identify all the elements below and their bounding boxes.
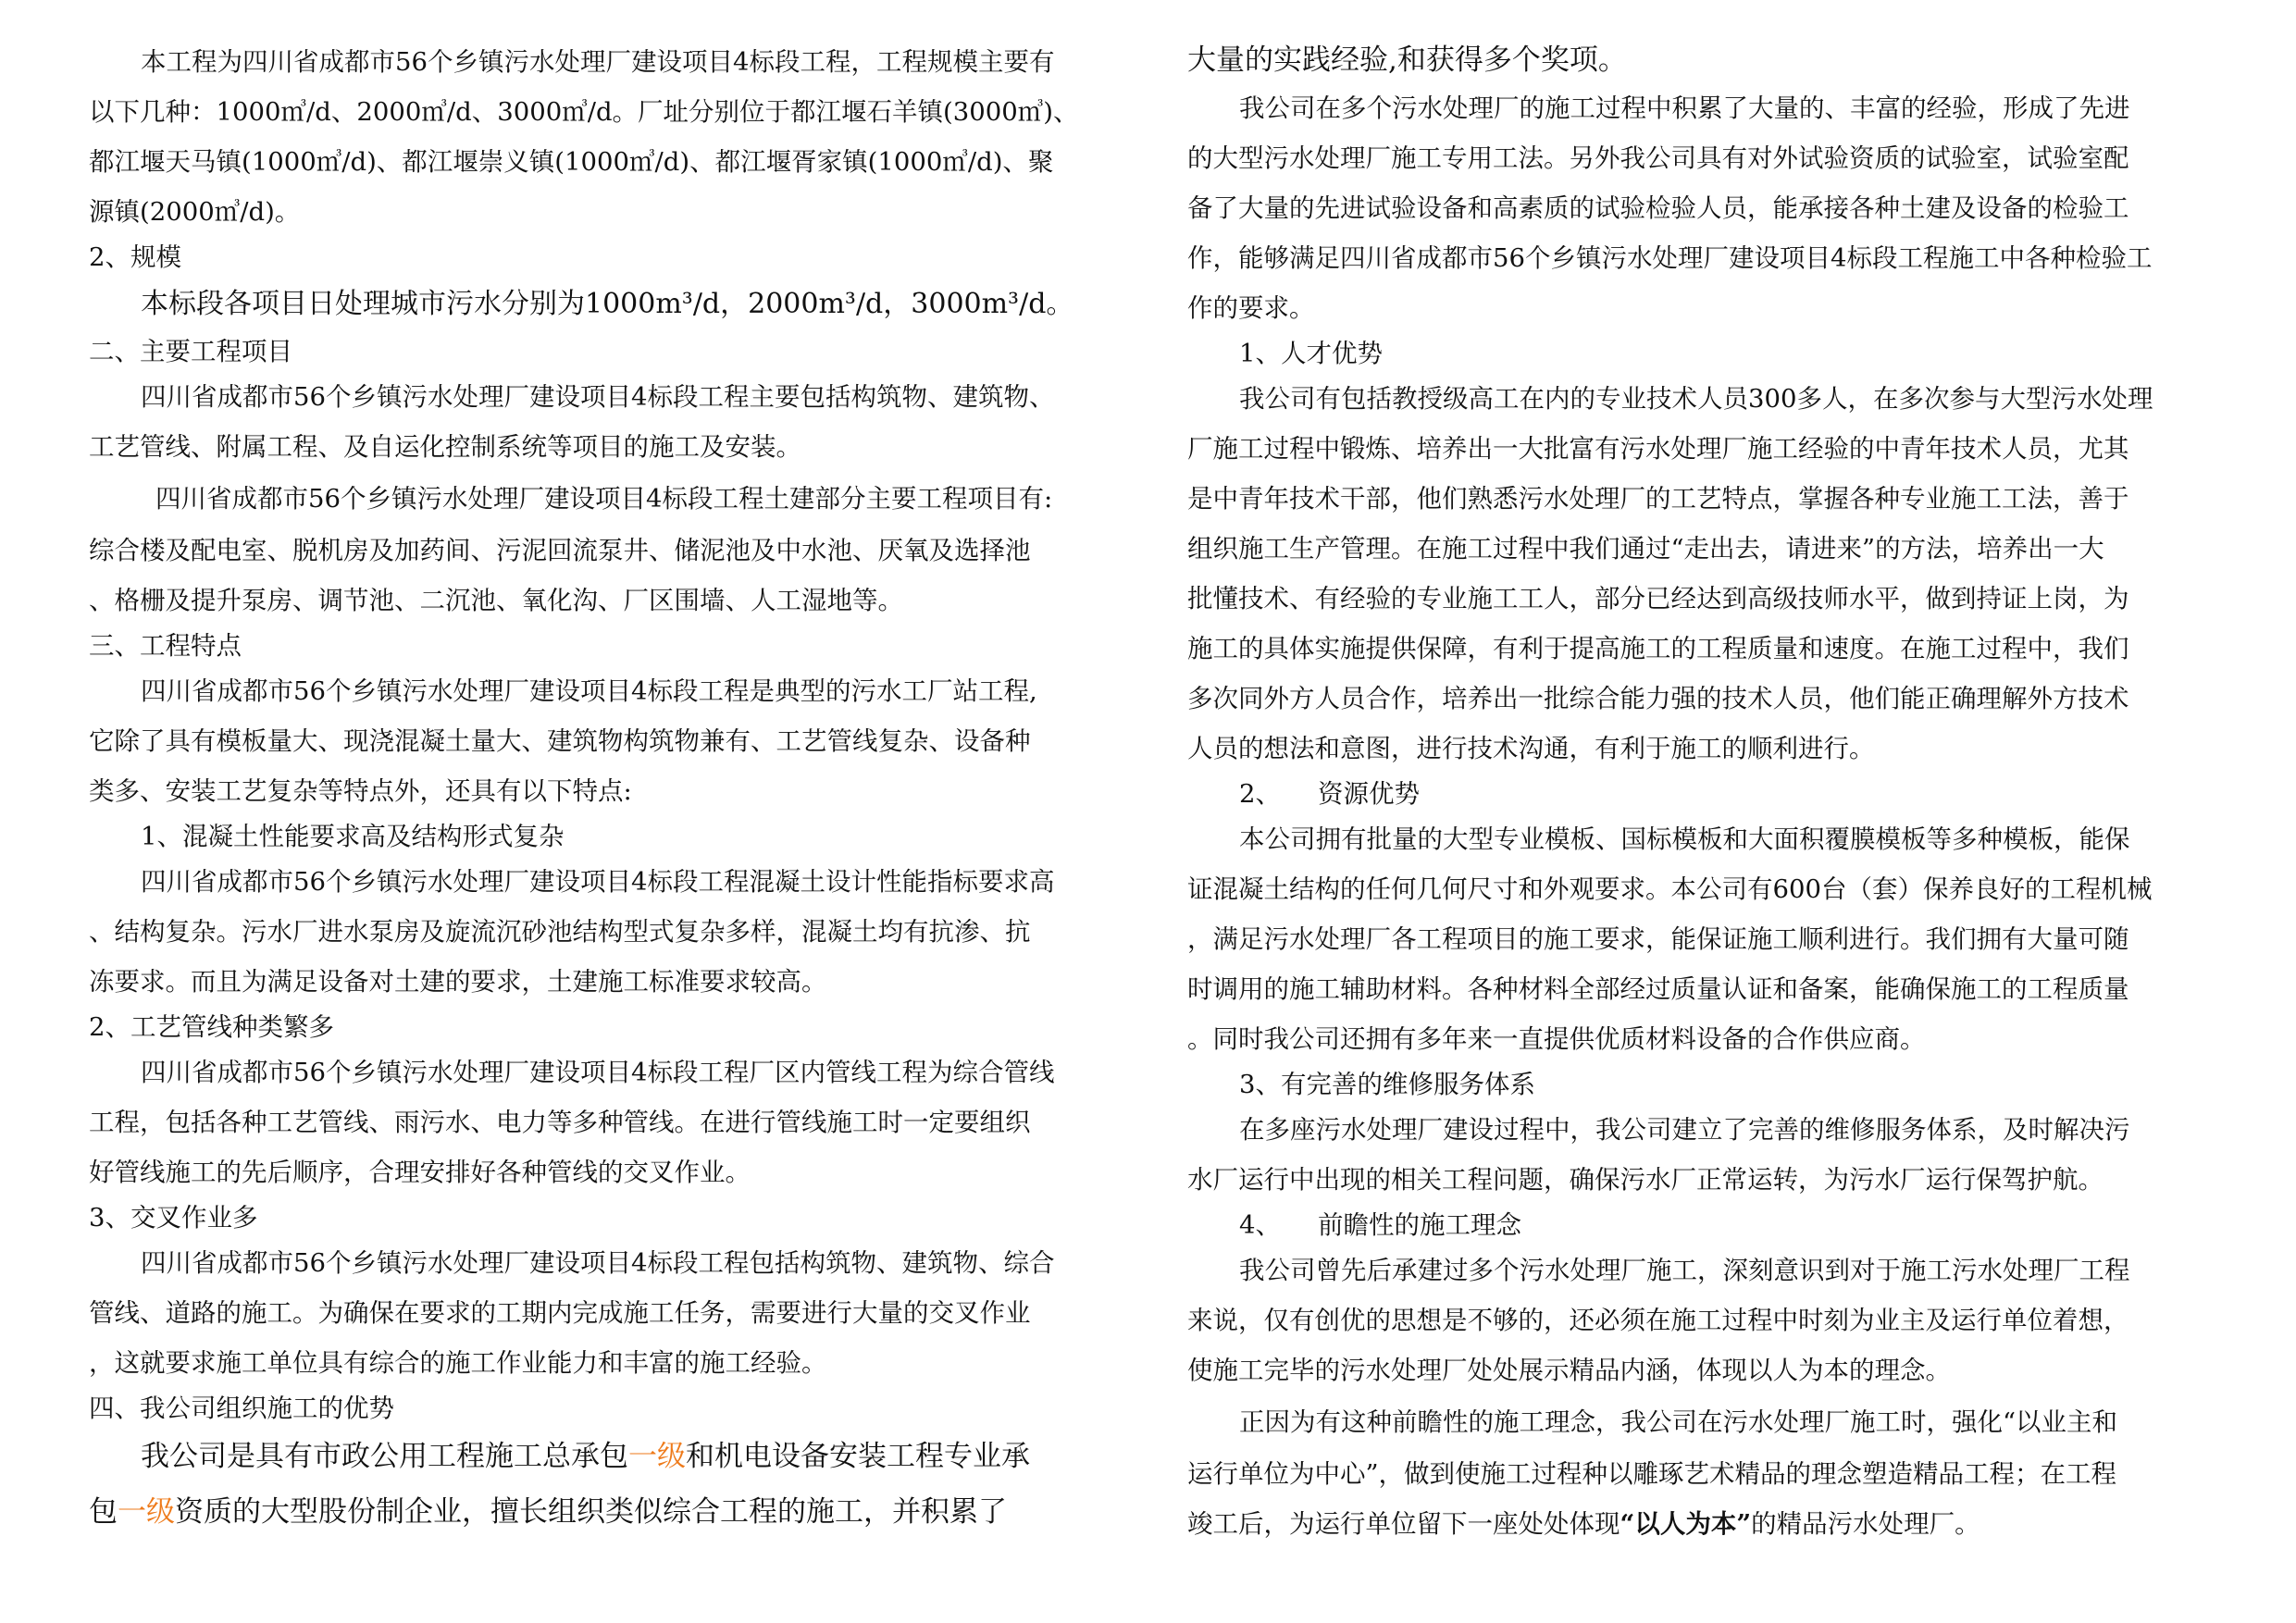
heading-number: 2、 xyxy=(1239,779,1281,809)
text-line: 厂施工过程中锻炼、培养出一大批富有污水处理厂施工经验的中青年技术人员，尤其 xyxy=(1187,434,2129,464)
text-run: 我公司是具有市政公用工程施工总承包 xyxy=(141,1440,628,1473)
subsection-heading: 1、混凝土性能要求高及结构形式复杂 xyxy=(141,822,565,851)
text-line: 四川省成都市56个乡镇污水处理厂建设项目4标段工程厂区内管线工程为综合管线 xyxy=(141,1058,1055,1087)
text-line: 四川省成都市56个乡镇污水处理厂建设项目4标段工程混凝土设计性能指标要求高 xyxy=(141,867,1055,897)
text-line: 类多、安装工艺复杂等特点外，还具有以下特点: xyxy=(89,776,632,806)
subsection-heading: 1、人才优势 xyxy=(1239,339,1383,368)
text-line: 本标段各项目日处理城市污水分别为1000m³/d，2000m³/d，3000m³/d。 xyxy=(141,288,1074,320)
text-run: 竣工后，为运行单位留下一座处处体现 xyxy=(1187,1509,1620,1539)
text-line: 工程，包括各种工艺管线、雨污水、电力等多种管线。在进行管线施工时一定要组织 xyxy=(89,1108,1031,1137)
text-line: 作的要求。 xyxy=(1187,293,1315,323)
text-line: 组织施工生产管理。在施工过程中我们通过“走出去，请进来”的方法，培养出一大 xyxy=(1187,534,2104,564)
section-heading: 三、工程特点 xyxy=(89,631,242,661)
text-line: 工艺管线、附属工程、及自运化控制系统等项目的施工及安装。 xyxy=(89,432,801,462)
highlighted-text: 一级 xyxy=(118,1495,175,1529)
highlighted-text: 一级 xyxy=(628,1440,686,1473)
subsection-heading xyxy=(1187,774,2215,814)
text-line: ，这就要求施工单位具有综合的施工作业能力和丰富的施工经验。 xyxy=(89,1348,827,1378)
text-line: 使施工完毕的污水处理厂处处展示精品内涵，体现以人为本的理念。 xyxy=(1187,1356,1951,1385)
text-line: 时调用的施工辅助材料。各种材料全部经过质量认证和备案，能确保施工的工程质量 xyxy=(1187,974,2129,1004)
text-line: 我公司有包括教授级高工在内的专业技术人员300多人，在多次参与大型污水处理 xyxy=(1239,384,2153,414)
text-line: 我公司在多个污水处理厂的施工过程中积累了大量的、丰富的经验，形成了先进 xyxy=(1239,93,2130,123)
right-column xyxy=(1187,37,2215,1549)
text-line: 以下几种：1000㎥/d、2000㎥/d、3000㎥/d。厂址分别位于都江堰石羊镇(3000㎥)、 xyxy=(89,97,1079,127)
heading-text: 前瞻性的施工理念 xyxy=(1318,1210,1521,1240)
subsection-heading xyxy=(1187,1205,2215,1245)
text-line: 水厂运行中出现的相关工程问题，确保污水厂正常运转，为污水厂运行保驾护航。 xyxy=(1187,1165,2104,1195)
text-line: 作，能够满足四川省成都市56个乡镇污水处理厂建设项目4标段工程施工中各种检验工 xyxy=(1187,243,2153,273)
text-line: 、格栅及提升泵房、调节池、二沉池、氧化沟、厂区围墙、人工湿地等。 xyxy=(89,586,903,615)
text-line: 大量的实践经验,和获得多个奖项。 xyxy=(1187,43,1627,77)
text-line: 我公司曾先后承建过多个污水处理厂施工，深刻意识到对于施工污水处理厂工程 xyxy=(1239,1256,2130,1285)
text-line: 源镇(2000㎥/d)。 xyxy=(89,197,301,227)
text-line: 是中青年技术干部，他们熟悉污水处理厂的工艺特点，掌握各种专业施工工法，善于 xyxy=(1187,484,2129,514)
text-line: 在多座污水处理厂建设过程中，我公司建立了完善的维修服务体系，及时解决污 xyxy=(1239,1115,2130,1145)
text-line: 四川省成都市56个乡镇污水处理厂建设项目4标段工程是典型的污水工厂站工程, xyxy=(141,676,1037,706)
text-line xyxy=(89,1429,1125,1484)
left-column xyxy=(89,37,1125,1540)
text-line: 好管线施工的先后顺序，合理安排好各种管线的交叉作业。 xyxy=(89,1158,751,1187)
text-line: 人员的想法和意图，进行技术沟通，有利于施工的顺利进行。 xyxy=(1187,734,1875,763)
text-line: 。同时我公司还拥有多年来一直提供优质材料设备的合作供应商。 xyxy=(1187,1024,1926,1054)
section-heading: 2、规模 xyxy=(89,242,181,272)
heading-text: 资源优势 xyxy=(1318,779,1420,809)
text-line: 本公司拥有批量的大型专业模板、国标模板和大面积覆膜模板等多种模板，能保 xyxy=(1239,824,2130,854)
text-line: 本工程为四川省成都市56个乡镇污水处理厂建设项目4标段工程，工程规模主要有 xyxy=(141,47,1055,77)
text-line: 四川省成都市56个乡镇污水处理厂建设项目4标段工程土建部分主要工程项目有: xyxy=(155,484,1053,514)
section-heading: 四、我公司组织施工的优势 xyxy=(89,1394,394,1423)
text-line: 运行单位为中心”，做到使施工过程种以雕琢艺术精品的理念塑造精品工程；在工程 xyxy=(1187,1459,2117,1489)
subsection-heading: 3、交叉作业多 xyxy=(89,1203,258,1233)
text-line xyxy=(89,1484,1125,1540)
text-line xyxy=(1187,1499,2215,1549)
text-line: 的大型污水处理厂施工专用工法。另外我公司具有对外试验资质的试验室，试验室配 xyxy=(1187,143,2129,173)
section-heading: 二、主要工程项目 xyxy=(89,337,292,366)
text-line: 施工的具体实施提供保障，有利于提高施工的工程质量和速度。在施工过程中，我们 xyxy=(1187,634,2129,663)
text-line: 来说，仅有创优的思想是不够的，还必须在施工过程中时刻为业主及运行单位着想， xyxy=(1187,1306,2129,1335)
text-line: 、结构复杂。污水厂进水泵房及旋流沉砂池结构型式复杂多样，混凝土均有抗渗、抗 xyxy=(89,917,1031,947)
text-line: 证混凝土结构的任何几何尺寸和外观要求。本公司有600台（套）保养良好的工程机械 xyxy=(1187,874,2153,904)
text-line: 四川省成都市56个乡镇污水处理厂建设项目4标段工程主要包括构筑物、建筑物、 xyxy=(141,382,1055,412)
text-line: 冻要求。而且为满足设备对土建的要求，土建施工标准要求较高。 xyxy=(89,967,827,997)
subsection-heading: 2、工艺管线种类繁多 xyxy=(89,1012,334,1042)
text-run: 资质的大型股份制企业，擅长组织类似综合工程的施工，并积累了 xyxy=(175,1495,1007,1529)
text-run: 的精品污水处理厂。 xyxy=(1751,1509,1980,1539)
text-line: 正因为有这种前瞻性的施工理念，我公司在污水处理厂施工时，强化“以业主和 xyxy=(1239,1407,2118,1437)
text-line: 综合楼及配电室、脱机房及加药间、污泥回流泵井、储泥池及中水池、厌氧及选择池 xyxy=(89,536,1031,565)
text-run: 包 xyxy=(89,1495,118,1529)
text-run: 和机电设备安装工程专业承 xyxy=(686,1440,1030,1473)
text-line: 管线、道路的施工。为确保在要求的工期内完成施工任务，需要进行大量的交叉作业 xyxy=(89,1298,1031,1328)
subsection-heading: 3、有完善的维修服务体系 xyxy=(1239,1070,1535,1099)
bold-text: “以人为本” xyxy=(1620,1509,1752,1539)
text-line: ，满足污水处理厂各工程项目的施工要求，能保证施工顺利进行。我们拥有大量可随 xyxy=(1187,924,2129,954)
heading-number: 4、 xyxy=(1239,1210,1281,1240)
text-line: 多次同外方人员合作，培养出一批综合能力强的技术人员，他们能正确理解外方技术 xyxy=(1187,684,2129,713)
text-line: 都江堰天马镇(1000㎥/d)、都江堰崇义镇(1000㎥/d)、都江堰胥家镇(1000㎥/d)、聚 xyxy=(89,147,1054,177)
text-line: 它除了具有模板量大、现浇混凝土量大、建筑物构筑物兼有、工艺管线复杂、设备种 xyxy=(89,726,1031,756)
text-line: 备了大量的先进试验设备和高素质的试验检验人员，能承接各种土建及设备的检验工 xyxy=(1187,193,2129,223)
text-line: 四川省成都市56个乡镇污水处理厂建设项目4标段工程包括构筑物、建筑物、综合 xyxy=(141,1248,1055,1278)
text-line: 批懂技术、有经验的专业施工工人，部分已经达到高级技师水平，做到持证上岗，为 xyxy=(1187,584,2129,613)
